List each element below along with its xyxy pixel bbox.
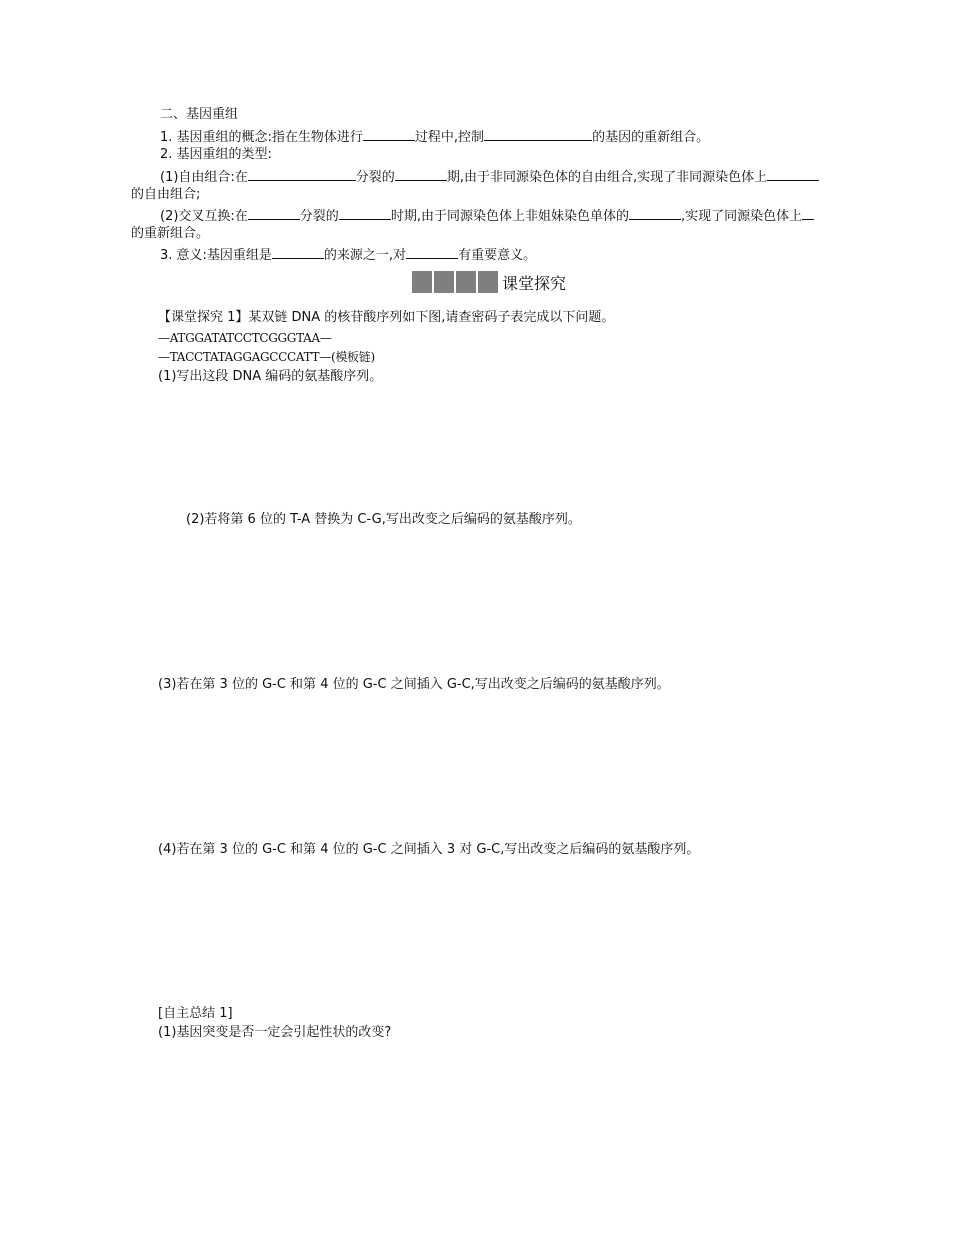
blank-phase-1[interactable] xyxy=(395,166,447,181)
heading-block xyxy=(434,271,454,293)
dna-strand-template: —TACCTATAGGAGCCCATT—(模板链) xyxy=(158,350,375,364)
free-combination-line: (1)自由组合:在 分裂的 期,由于非同源染色体的自由组合,实现了非同源染色体上 xyxy=(160,166,819,187)
summary-title: [自主总结 1] xyxy=(158,1006,233,1021)
classroom-heading xyxy=(412,270,566,294)
blank-division-type-2[interactable] xyxy=(248,205,300,220)
free-combination-cont: 的自由组合; xyxy=(131,187,201,202)
classroom-heading-title: 课堂探究 xyxy=(502,273,567,293)
question-3: (3)若在第 3 位的 G-C 和第 4 位的 G-C 之间插入 G-C,写出改变之后编码的氨基酸序列。 xyxy=(158,677,670,692)
blank-exchange[interactable] xyxy=(629,205,681,220)
blank-division-type-1[interactable] xyxy=(248,166,356,181)
significance-line: 3. 意义:基因重组是 的来源之一,对 有重要意义。 xyxy=(160,244,536,265)
question-4: (4)若在第 3 位的 G-C 和第 4 位的 G-C 之间插入 3 对 G-C,写出改变之后编码的氨基酸序列。 xyxy=(158,842,700,857)
explore-1-prompt: 【课堂探究 1】某双链 DNA 的核苷酸序列如下图,请查密码子表完成以下问题。 xyxy=(158,310,615,325)
blank-importance[interactable] xyxy=(406,244,458,259)
blank-process[interactable] xyxy=(363,126,415,141)
blank-genes-1[interactable] xyxy=(767,166,819,181)
dna-strand-coding: —ATGGATATCCTCGGGTAA— xyxy=(158,331,332,345)
question-2: (2)若将第 6 位的 T-A 替换为 C-G,写出改变之后编码的氨基酸序列。 xyxy=(186,512,581,527)
blank-source[interactable] xyxy=(272,244,324,259)
summary-question-1: (1)基因突变是否一定会引起性状的改变? xyxy=(158,1025,392,1040)
blank-phase-2[interactable] xyxy=(339,205,391,220)
heading-block xyxy=(412,271,432,293)
heading-block xyxy=(456,271,476,293)
heading-block xyxy=(478,271,498,293)
blank-genes-2[interactable] xyxy=(802,205,814,220)
blank-trait[interactable] xyxy=(484,126,592,141)
concept-line: 1. 基因重组的概念:指在生物体进行 过程中,控制 的基因的重新组合。 xyxy=(160,126,709,147)
section-title: 二、基因重组 xyxy=(160,107,239,122)
crossing-over-line: (2)交叉互换:在 分裂的 时期,由于同源染色体上非姐妹染色单体的 ,实现了同源染色体上 xyxy=(160,205,814,226)
question-1: (1)写出这段 DNA 编码的氨基酸序列。 xyxy=(158,369,383,384)
types-line: 2. 基因重组的类型: xyxy=(160,147,272,162)
crossing-over-cont: 的重新组合。 xyxy=(131,226,210,241)
